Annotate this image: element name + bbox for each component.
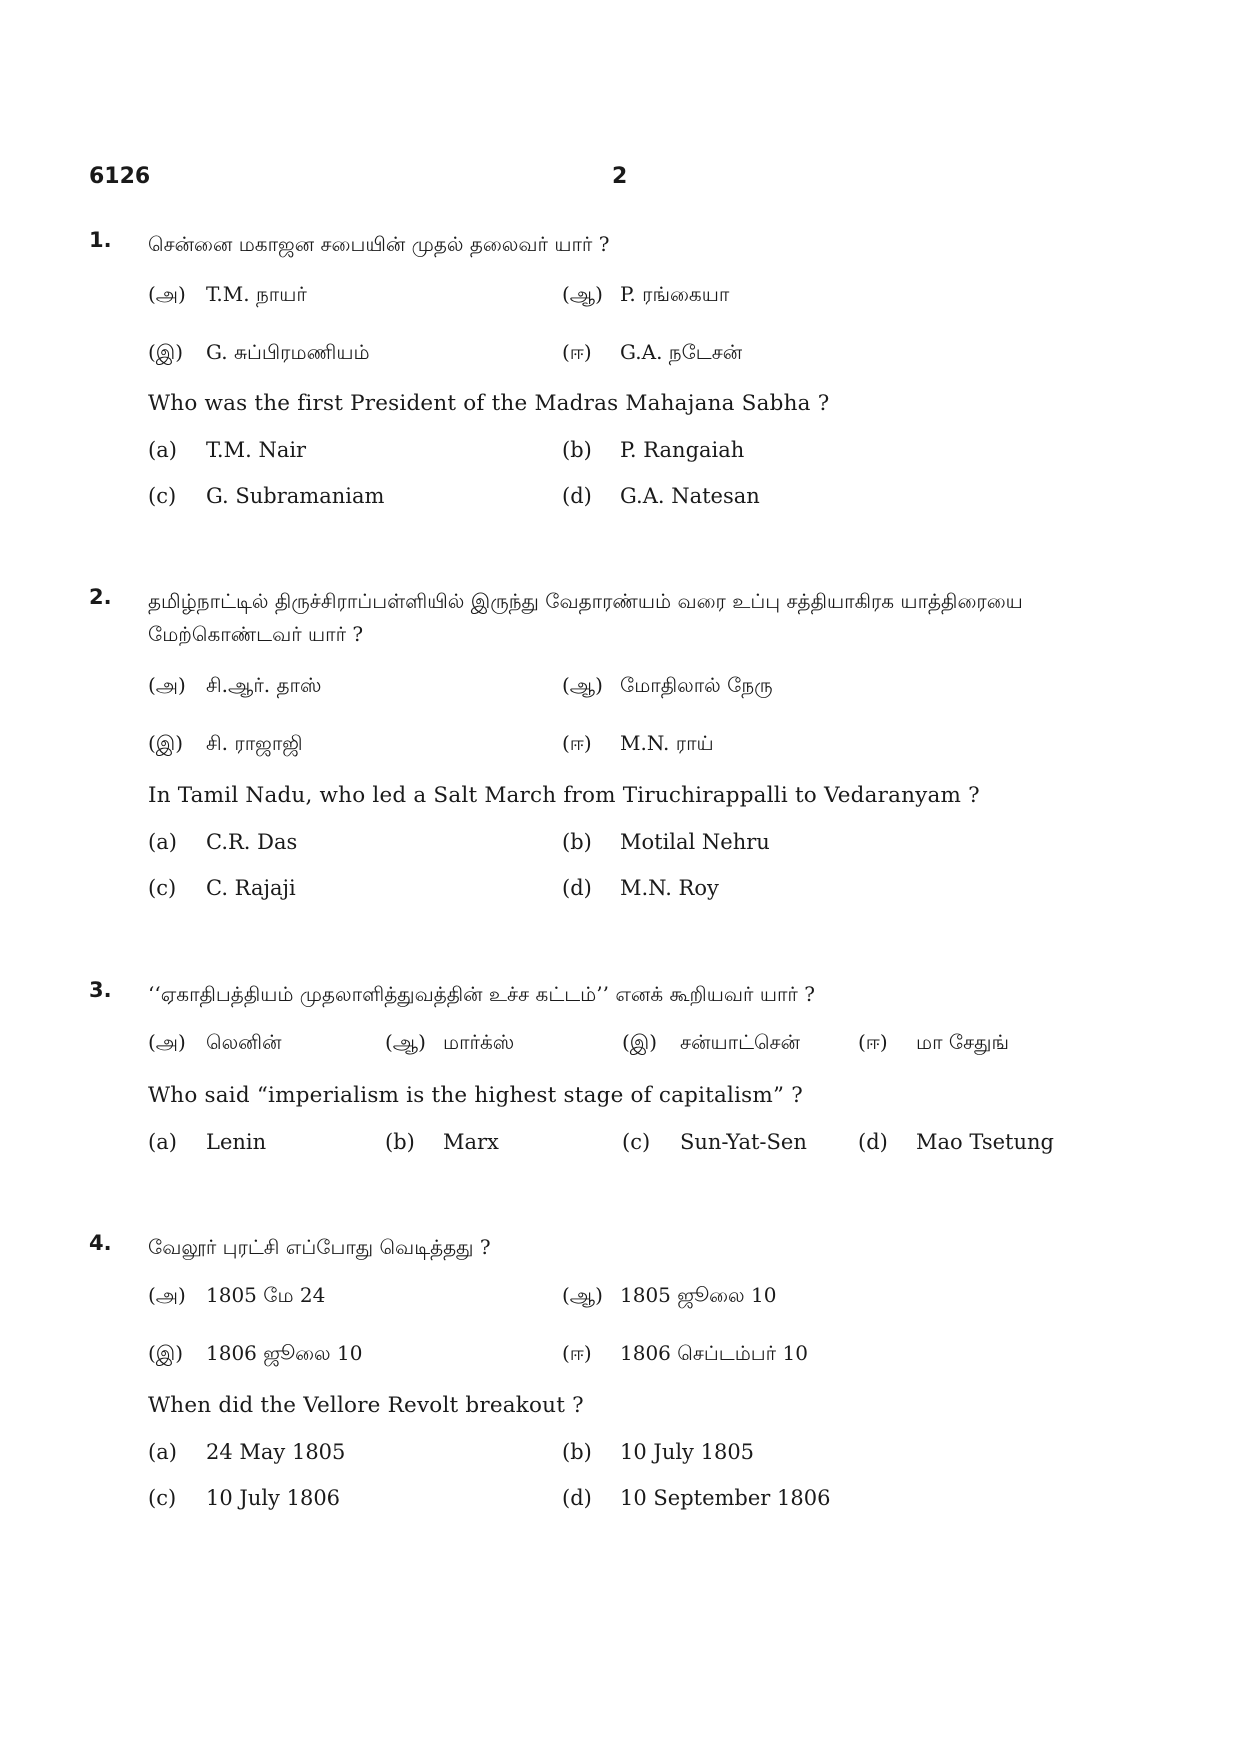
option-text: Marx <box>443 1130 499 1154</box>
option-text: 24 May 1805 <box>206 1440 346 1464</box>
option-label: (b) <box>562 438 592 462</box>
option-label: (d) <box>562 484 592 508</box>
option-label: (d) <box>562 876 592 900</box>
option-label: (d) <box>858 1130 888 1154</box>
english-option <box>562 438 744 462</box>
option-text: 10 July 1806 <box>206 1486 341 1510</box>
option-text: G.A. Natesan <box>620 484 760 508</box>
option-text: Lenin <box>206 1130 267 1154</box>
question-number: 4. <box>89 1231 112 1255</box>
option-text: லெனின் <box>206 1030 282 1054</box>
option-label: (c) <box>148 876 177 900</box>
option-text: மார்க்ஸ் <box>443 1030 515 1054</box>
tamil-option <box>148 1341 362 1368</box>
question-english: Who said “imperialism is the highest stage of capitalism” ? <box>148 1083 803 1108</box>
tamil-option <box>148 731 303 758</box>
option-text: P. ரங்கையா <box>620 282 730 306</box>
option-text: மா சேதுங் <box>916 1030 1010 1054</box>
english-option <box>562 484 760 508</box>
tamil-option <box>562 1341 808 1368</box>
question-number: 1. <box>89 228 112 252</box>
option-label: (அ) <box>148 1283 186 1307</box>
option-text: மோதிலால் நேரு <box>620 673 773 697</box>
option-text: Sun-Yat-Sen <box>680 1130 807 1154</box>
option-label: (b) <box>385 1130 415 1154</box>
option-text: 1806 ஜூலை 10 <box>206 1341 363 1365</box>
question-tamil: வேலூர் புரட்சி எப்போது வெடித்தது ? <box>148 1235 491 1259</box>
option-label: (c) <box>148 484 177 508</box>
option-text: 1805 ஜூலை 10 <box>620 1283 777 1307</box>
option-label: (ஈ) <box>562 340 592 364</box>
english-option <box>562 1486 830 1510</box>
option-label: (ஆ) <box>562 1283 603 1307</box>
tamil-option <box>385 1030 514 1057</box>
english-option <box>148 876 296 900</box>
option-label: (a) <box>148 1440 177 1464</box>
tamil-option <box>562 1283 776 1310</box>
option-label: (ஆ) <box>562 282 603 306</box>
tamil-option <box>622 1030 800 1057</box>
question-english: When did the Vellore Revolt breakout ? <box>148 1393 584 1418</box>
option-text: C.R. Das <box>206 830 298 854</box>
option-text: Motilal Nehru <box>620 830 770 854</box>
option-label: (ஈ) <box>562 1341 592 1365</box>
english-option <box>148 1486 340 1510</box>
option-label: (இ) <box>148 1341 184 1365</box>
option-text: சி.ஆர். தாஸ் <box>206 673 322 697</box>
option-text: G. Subramaniam <box>206 484 385 508</box>
option-text: G.A. நடேசன் <box>620 340 743 364</box>
option-label: (a) <box>148 830 177 854</box>
option-label: (அ) <box>148 1030 186 1054</box>
english-option <box>148 830 297 854</box>
option-text: சன்யாட்சென் <box>680 1030 801 1054</box>
english-option <box>148 484 384 508</box>
question-tamil: தமிழ்நாட்டில் திருச்சிராப்பள்ளியில் இருந்து வேதாரண்யம் வரை உப்பு சத்தியாகிரக யாத்திரையை மேற்கொண்டவர் யார் ? <box>148 589 1023 646</box>
tamil-option <box>562 282 729 309</box>
option-text: 1805 மே 24 <box>206 1283 326 1307</box>
english-option <box>148 1440 345 1464</box>
tamil-option <box>148 1030 282 1057</box>
tamil-option <box>562 731 714 758</box>
tamil-option <box>562 340 742 367</box>
option-text: 10 July 1805 <box>620 1440 755 1464</box>
option-text: Mao Tsetung <box>916 1130 1054 1154</box>
option-label: (அ) <box>148 282 186 306</box>
option-text: 10 September 1806 <box>620 1486 831 1510</box>
question-tamil: சென்னை மகாஜன சபையின் முதல் தலைவர் யார் ? <box>148 232 610 256</box>
option-label: (c) <box>148 1486 177 1510</box>
option-label: (c) <box>622 1130 651 1154</box>
option-text: G. சுப்பிரமணியம் <box>206 340 370 364</box>
tamil-option <box>148 673 321 700</box>
question-number: 2. <box>89 585 112 609</box>
option-label: (ஆ) <box>385 1030 426 1054</box>
question-english: Who was the first President of the Madras Mahajana Sabha ? <box>148 391 830 416</box>
english-option <box>148 1130 266 1154</box>
english-option <box>148 438 306 462</box>
option-text: C. Rajaji <box>206 876 296 900</box>
english-option <box>622 1130 807 1154</box>
question-number: 3. <box>89 978 112 1002</box>
option-text: 1806 செப்டம்பர் 10 <box>620 1341 808 1365</box>
english-option <box>562 830 770 854</box>
english-option <box>562 1440 754 1464</box>
tamil-option <box>148 282 307 309</box>
option-label: (இ) <box>148 340 184 364</box>
option-text: T.M. Nair <box>206 438 307 462</box>
option-text: M.N. Roy <box>620 876 719 900</box>
option-label: (ஈ) <box>562 731 592 755</box>
option-text: M.N. ராய் <box>620 731 714 755</box>
option-label: (a) <box>148 438 177 462</box>
tamil-option <box>858 1030 1009 1057</box>
option-text: T.M. நாயர் <box>206 282 307 306</box>
option-label: (b) <box>562 830 592 854</box>
option-label: (இ) <box>148 731 184 755</box>
option-label: (b) <box>562 1440 592 1464</box>
question-english: In Tamil Nadu, who led a Salt March from Tiruchirappalli to Vedaranyam ? <box>148 783 980 808</box>
option-label: (d) <box>562 1486 592 1510</box>
option-label: (அ) <box>148 673 186 697</box>
option-label: (இ) <box>622 1030 658 1054</box>
option-label: (a) <box>148 1130 177 1154</box>
option-text: P. Rangaiah <box>620 438 745 462</box>
option-label: (ஈ) <box>858 1030 888 1054</box>
english-option <box>562 876 719 900</box>
page-number: 2 <box>612 164 628 189</box>
tamil-option <box>562 673 773 700</box>
question-tamil: ‘‘ஏகாதிபத்தியம் முதலாளித்துவத்தின் உச்ச கட்டம்’’ எனக் கூறியவர் யார் ? <box>148 982 815 1006</box>
tamil-option <box>148 340 370 367</box>
option-text: சி. ராஜாஜி <box>206 731 303 755</box>
option-label: (ஆ) <box>562 673 603 697</box>
tamil-option <box>148 1283 325 1310</box>
english-option <box>858 1130 1054 1154</box>
english-option <box>385 1130 499 1154</box>
paper-code: 6126 <box>89 164 151 189</box>
